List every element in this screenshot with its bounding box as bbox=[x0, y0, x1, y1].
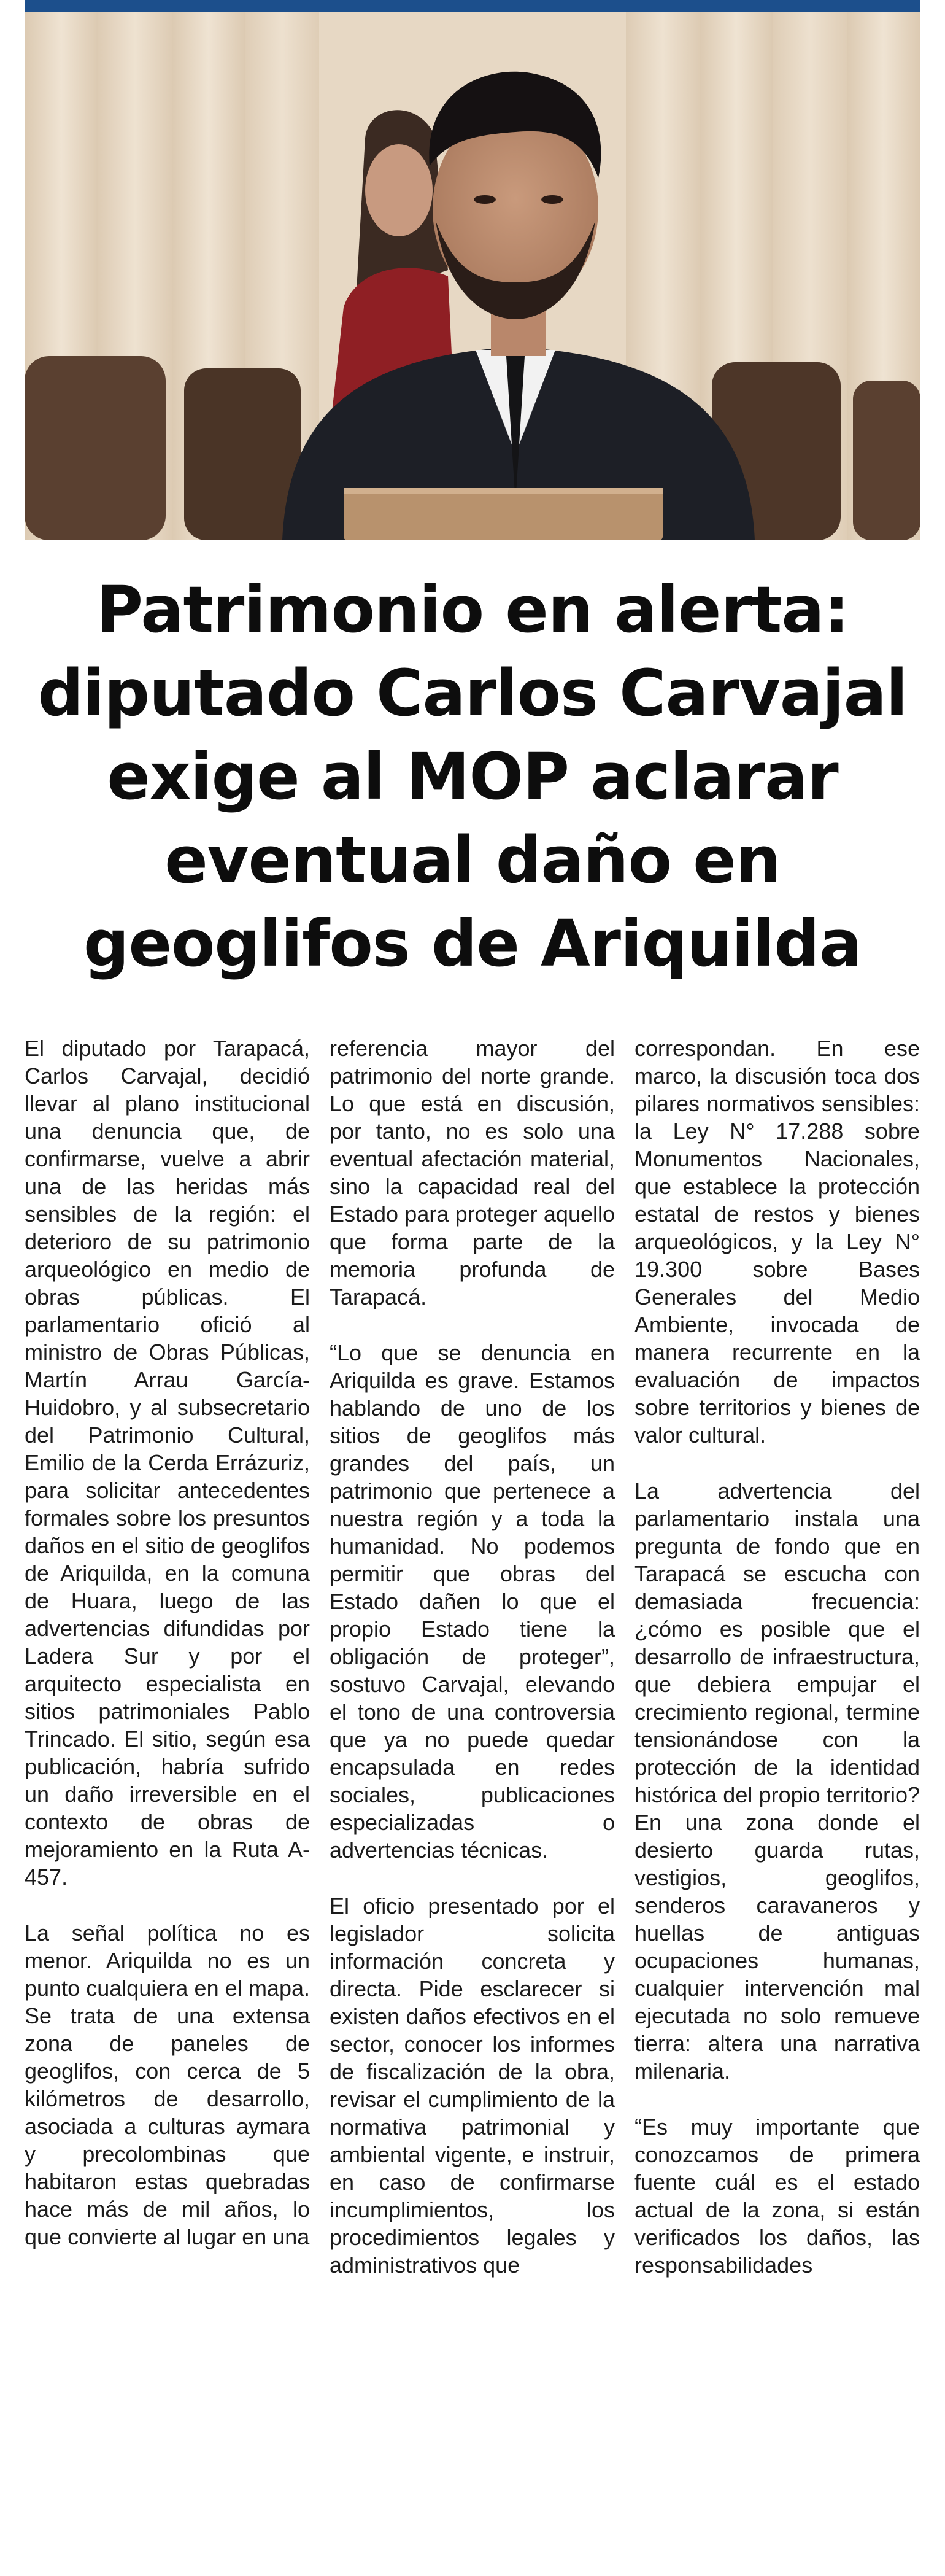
article-column-3 bbox=[634, 1034, 920, 2557]
article-paragraph: El oficio presentado por el legislador solicita información concreta y directa. Pide esclarecer si existen daños efectivos en el sector, conocer los informes de fiscalización de la obra, revisar el cumplimiento de la normativa patrimonial y ambiental vigente, e instruir, en caso de confirmarse incumplimientos, los procedimientos legales y administrativos que bbox=[330, 1893, 615, 2278]
article-column-2 bbox=[330, 1034, 615, 2557]
article-column-1 bbox=[25, 1034, 310, 2557]
article-paragraph: La señal política no es menor. Ariquilda no es un punto cualquiera en el mapa. Se trata de una extensa zona de paneles de geoglifos, con cerca de 5 kilómetros de desarrollo, asociada a culturas aymara y precolombinas que habitaron estas quebradas hace más de mil años, lo que convierte al lugar en una bbox=[25, 1920, 310, 2249]
photo-illustration bbox=[25, 12, 920, 540]
article-paragraph: El diputado por Tarapacá, Carlos Carvajal, decidió llevar al plano institucional una denuncia que, de confirmarse, vuelve a abrir una de las heridas más sensibles de la región: el deterioro de su patrimonio arqueológico en medio de obras públicas. El parlamentario ofició al ministro de Obras Públicas, Martín Arrau García-Huidobro, y al subsecretario del Patrimonio Cultural, Emilio de la Cerda Errázuriz, para solicitar antecedentes formales sobre los presuntos daños en el sitio de geoglifos de Ariquilda, en la comuna de Huara, luego de las advertencias difundidas por Ladera Sur y por el arquitecto especialista en sitios patrimoniales Pablo Trincado. El sitio, según esa publicación, habría sufrido un daño irreversible en el contexto de obras de mejoramiento en la Ruta A-457. bbox=[25, 1036, 310, 1890]
article-paragraph: referencia mayor del patrimonio del norte grande. Lo que está en discusión, por tanto, no es solo una eventual afectación material, sino la capacidad real del Estado para proteger aquello que forma parte de la memoria profunda de Tarapacá. bbox=[330, 1036, 615, 1309]
article-photo bbox=[25, 12, 920, 540]
article-paragraph: “Es muy importante que conozcamos de primera fuente cuál es el estado actual de la zona, si están verificados los daños, las responsabilidades bbox=[634, 2114, 920, 2278]
article-paragraph: “Lo que se denuncia en Ariquilda es grave. Estamos hablando de uno de los sitios de geoglifos más grandes del país, un patrimonio que pertenece a nuestra región y a toda la humanidad. No podemos permitir que obras del Estado dañen lo que el propio Estado tiene la obligación de proteger”, sostuvo Carvajal, elevando el tono de una controversia que ya no puede quedar encapsulada en redes sociales, publicaciones especializadas o advertencias técnicas. bbox=[330, 1340, 615, 1863]
top-color-bar bbox=[25, 0, 920, 12]
article-paragraph: correspondan. En ese marco, la discusión toca dos pilares normativos sensibles: la Ley N° 17.288 sobre Monumentos Nacionales, que establece la protección estatal de restos y bienes arqueológicos, y la Ley N° 19.300 sobre Bases Generales del Medio Ambiente, invocada de manera recurrente en la evaluación de impactos sobre territorios y bienes de valor cultural. bbox=[634, 1036, 920, 1448]
article-paragraph: La advertencia del parlamentario instala una pregunta de fondo que en Tarapacá se escucha con demasiada frecuencia: ¿cómo es posible que el desarrollo de infraestructura, que debiera empujar el crecimiento regional, termine tensionándose con la protección de la identidad histórica del propio territorio? En una zona donde el desierto guarda rutas, vestigios, geoglifos, senderos caravaneros y huellas de antiguas ocupaciones humanas, cualquier intervención mal ejecutada no solo remueve tierra: altera una narrativa milenaria. bbox=[634, 1478, 920, 2084]
article-body bbox=[25, 1034, 920, 2557]
article-headline: Patrimonio en alerta: diputado Carlos Carvajal exige al MOP aclarar eventual daño en geoglifos de Ariquilda bbox=[37, 572, 908, 981]
